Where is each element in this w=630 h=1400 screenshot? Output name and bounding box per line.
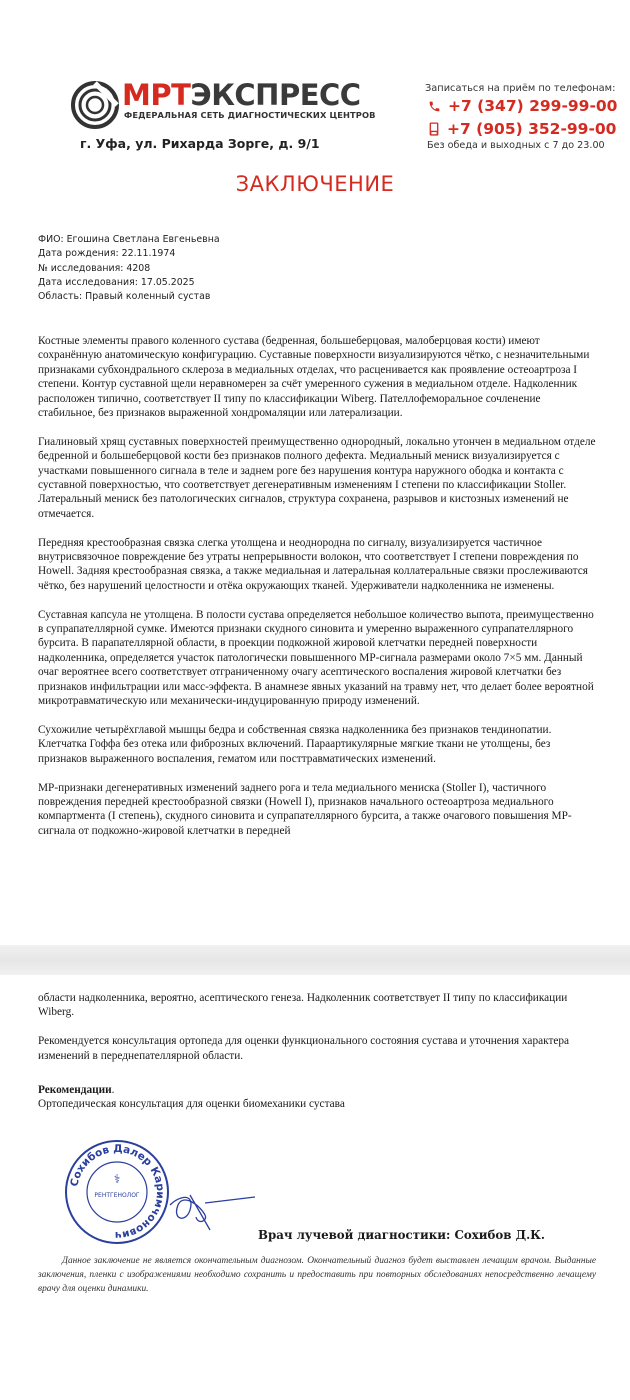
disclaimer: Данное заключение не является окончательным диагнозом. Окончательный диагноз будет выставлен лечащим врачом. Выданные заключения, пленки с изображениями необходимо сохранить и предоставить при повторных обследованиях непосредственно лечащему врачу для оценки динамики. [38, 1256, 596, 1294]
recommendations-text: Ортопедическая консультация для оценки биомеханики сустава [38, 1098, 345, 1111]
patient-name: ФИО: Егошина Светлана Евгеньевна [38, 234, 220, 245]
clinic-address: г. Уфа, ул. Рихарда Зорге, д. 9/1 [80, 136, 320, 151]
doctor-signature [150, 1175, 260, 1235]
paragraph: Сухожилие четырёхглавой мышцы бедра и собственная связка надколенника без признаков тендинопатии. Клетчатка Гоффа без отека или фиброзных включений. Параартикулярные мягкие ткани не утолщены, без признаков выраженного воспаления, гематом или посттравматических изменений. [38, 723, 552, 765]
paragraph: МР-признаки дегенеративных изменений заднего рога и тела медиального мениска (Stoller I), частичного повреждения передней крестообразной связки (Howell I), признаков начального остеоартроза медиального компартмента (I степень), скудного синовита и супрапателлярного бурсита, а также очагового повышения МР-сигнала от подкожно-жировой клетчатки в передней [38, 781, 572, 837]
paragraph: Рекомендуется консультация ортопеда для оценки функционального состояния сустава и уточнения характера изменений в переднепателлярной области. [38, 1035, 570, 1062]
page-separator [0, 945, 630, 975]
phone-number-2[interactable]: +7 (905) 352-99-00 [447, 120, 617, 138]
report-body-continued [38, 991, 598, 1077]
study-area: Область: Правый коленный сустав [38, 291, 211, 303]
patient-birth-date: Дата рождения: 22.11.1974 [38, 248, 176, 260]
doctor-name: Врач лучевой диагностики: Сохибов Д.К. [258, 1228, 546, 1242]
phone-line-2[interactable] [428, 120, 616, 138]
paragraph: области надколенника, вероятно, асептического генеза. Надколенник соответствует II типу по классификации Wiberg. [38, 992, 568, 1019]
mrt-logo-icon [70, 80, 120, 130]
paragraph: Гиалиновый хрящ суставных поверхностей преимущественно однородный, локально утончен в медиальном отделе бедренной и большеберцовой кости без признаков полного дефекта. Медиальный мениск визуализируется с участками повышенного сигнала в теле и заднем роге без нарушения контура наружного ободка и контакта с суставной поверхностью, что соответствует дегенеративным изменениям I степени по классификации Stoller. Латеральный мениск без патологических сигналов, структура сохранена, разрывов и кистозных изменений не отмечается. [38, 435, 596, 520]
stamp-text: Сохибов Далер Каримчонович [68, 1142, 167, 1242]
recommendations-heading: Рекомендации [38, 1084, 112, 1096]
report-body [38, 334, 598, 853]
logo-wordmark: МРТЭКСПРЕСС [122, 78, 361, 112]
phone-handset-icon [428, 100, 441, 113]
report-title: ЗАКЛЮЧЕНИЕ [235, 172, 395, 196]
phone-number-1[interactable]: +7 (347) 299-99-00 [448, 97, 618, 115]
paragraph: Костные элементы правого коленного сустава (бедренная, большеберцовая, малоберцовая кости) имеют сохранённую анатомическую конфигурацию. Суставные поверхности визуализируются чётко, с незначительными признаками субхондрального склероза в медиальных отделах, что расценивается как проявление остеоартроза I степени. Контур суставной щели неравномерен за счёт умеренного сужения в медиальном отделе. Надколенник расположен типично, соответствует II типу по классификации Wiberg. Пателлофеморальное сочленение стабильное, без признаков выраженной хондромаляции или латерализации. [38, 335, 590, 420]
patient-info [38, 233, 220, 304]
mobile-phone-icon [428, 122, 440, 136]
paragraph: Суставная капсула не утолщена. В полости сустава определяется небольшое количество выпота, преимущественно в супрапателлярной сумке. Имеются признаки скудного синовита и умеренно выраженного супрапателлярного бурсита. В парапателлярной области, в проекции подкожной жировой клетчатки передней поверхности надколенника, определяется участок патологически повышенного МР-сигнала размерами около 7×5 мм. Данный очаг вероятнее всего соответствует отграниченному очагу асептического воспаления жировой клетчатки без признаков инфильтрации или масс-эффекта. В анамнезе явных указаний на травму нет, что делает более вероятной микротравматическую или механически-индуцированную природу изменений. [38, 608, 594, 708]
working-hours: Без обеда и выходных с 7 до 23.00 [427, 140, 605, 151]
phones-title: Записаться на приём по телефонам: [425, 83, 616, 94]
phone-line-1[interactable] [428, 97, 617, 115]
logo-subtitle: ФЕДЕРАЛЬНАЯ СЕТЬ ДИАГНОСТИЧЕСКИХ ЦЕНТРОВ [124, 110, 376, 120]
study-number: № исследования: 4208 [38, 262, 151, 274]
paragraph: Передняя крестообразная связка слегка утолщена и неоднородна по сигналу, визуализируется частичное внутрисвязочное повреждение без утраты непрерывности волокон, что соответствует I степени повреждения по Howell. Задняя крестообразная связка, а также медиальная и латеральная коллатеральные связки прослеживаются чётко, без нарушений целостности и отёка окружающих тканей. Удерживатели надколенника не изменены. [38, 536, 588, 592]
stamp-center-text: РЕНТГЕНОЛОГ [94, 1192, 140, 1199]
recommendations: Рекомендации. Ортопедическая консультация для оценки биомеханики сустава [38, 1083, 598, 1112]
study-date: Дата исследования: 17.05.2025 [38, 276, 195, 288]
svg-text:⚕: ⚕ [113, 1172, 121, 1186]
